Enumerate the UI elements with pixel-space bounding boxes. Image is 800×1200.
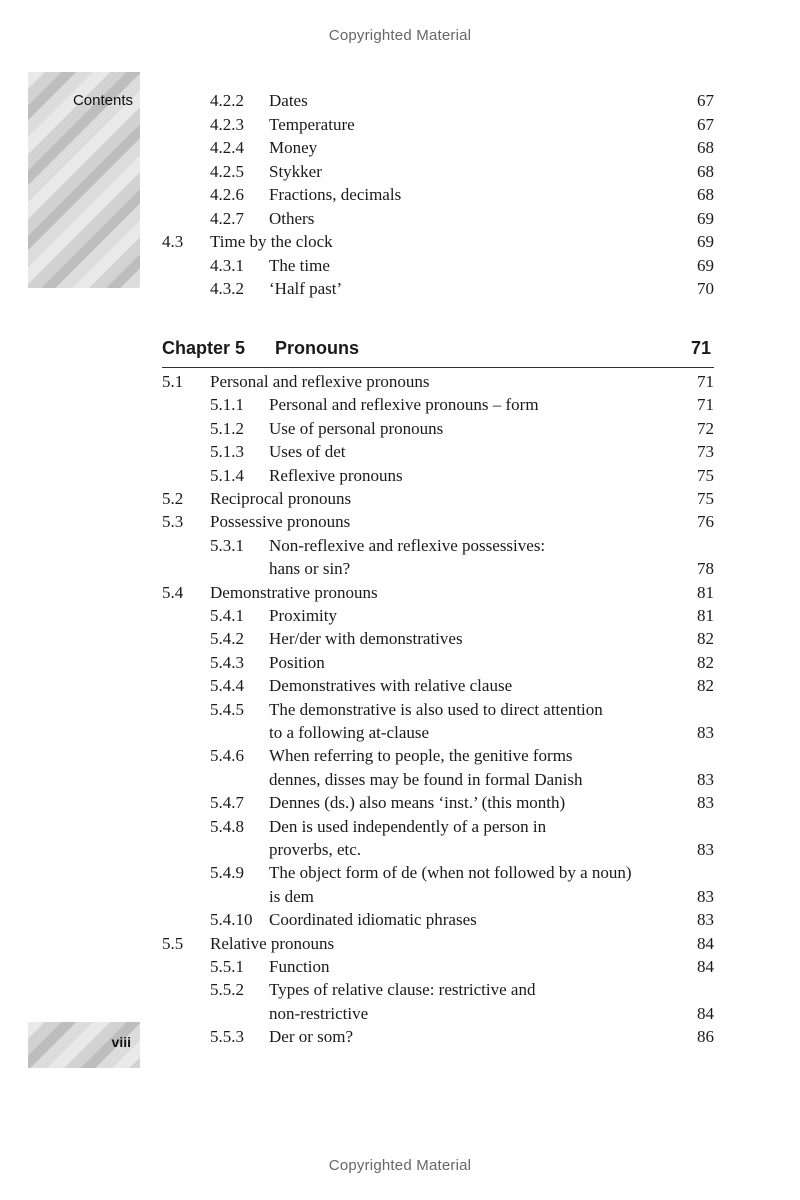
page-number: viii [111,1034,131,1050]
toc-entry-page: 81 [697,582,714,602]
toc-entry[interactable] [0,979,800,1001]
toc-entry[interactable] [0,956,800,978]
toc-entry-number: 4.3 [162,232,184,251]
copyright-footer: Copyrighted Material [328,1157,472,1174]
toc-entry[interactable] [0,114,800,136]
toc-entry-page: 84 [697,1003,714,1023]
toc-entry[interactable] [0,582,800,604]
toc-entry[interactable] [0,699,800,721]
toc-entry-number: 5.5 [162,933,184,953]
toc-entry[interactable] [0,184,800,206]
side-tab-label: Contents [72,92,133,109]
toc-entry-number: 5.4.6 [210,746,244,766]
toc-entry-page: 86 [697,1027,714,1047]
toc-entry-title: Uses of det [269,442,346,462]
toc-entry-title: Position [269,652,325,672]
copyright-header: Copyrighted Material [328,27,472,44]
toc-entry-number: 5.1 [162,372,184,391]
toc-entry-title: Personal and reflexive pronouns – form [269,395,539,415]
toc-entry[interactable] [0,628,800,650]
toc-entry-number: 5.4.2 [210,629,244,649]
toc-entry-number: 4.3.2 [210,279,244,298]
toc-entry[interactable] [0,418,800,440]
toc-entry-page: 75 [697,465,714,485]
toc-entry[interactable] [0,161,800,183]
toc-entry-title: Stykker [269,161,322,181]
toc-entry-number: 5.4.10 [210,910,253,930]
toc-entry[interactable] [0,652,800,674]
toc-entry-continuation[interactable] [0,839,800,861]
toc-entry-continuation[interactable] [0,886,800,908]
toc-entry-page: 83 [697,793,714,813]
toc-entry-title: Use of personal pronouns [269,418,444,438]
toc-entry-title: The demonstrative is also used to direct attention [269,699,603,719]
toc-entry-page: 67 [697,114,714,134]
toc-entry-page: 76 [697,512,714,532]
toc-entry-number: 5.1.1 [210,395,244,415]
toc-entry-number: 5.4 [162,582,184,602]
toc-entry-page: 75 [697,489,714,508]
toc-entry[interactable] [0,675,800,697]
toc-entry-title: is dem [269,886,314,906]
toc-entry-page: 72 [697,418,714,438]
toc-entry-title: Dates [269,91,308,110]
chapter-heading[interactable] [0,336,800,360]
toc-entry-number: 4.2.3 [210,114,244,134]
toc-entry-number: 5.4.1 [210,606,244,625]
toc-entry-page: 70 [697,279,714,298]
toc-entry-page: 68 [697,185,714,204]
toc-entry-title: to a following at-clause [269,723,430,742]
toc-entry-title: Personal and reflexive pronouns [210,372,430,391]
toc-entry-title: Types of relative clause: restrictive and [269,980,536,1000]
toc-entry[interactable] [0,137,800,159]
toc-entry-title: Demonstratives with relative clause [269,676,513,696]
toc-entry-number: 5.4.9 [210,863,244,883]
toc-entry-number: 5.1.2 [210,418,244,438]
chapter-title: Pronouns [275,338,359,358]
toc-entry-page: 78 [697,559,714,579]
toc-entry-title: Her/der with demonstratives [269,629,463,649]
toc-entry-continuation[interactable] [0,769,800,791]
toc-entry-page: 82 [697,676,714,696]
toc-entry-title: Possessive pronouns [210,512,351,532]
toc-entry[interactable] [0,488,800,510]
toc-entry-title: Coordinated idiomatic phrases [269,910,477,930]
page-number-tab [28,1022,140,1068]
toc-entry-title: dennes, disses may be found in formal Danish [269,769,583,789]
toc-entry-page: 69 [697,255,714,275]
toc-entry-continuation[interactable] [0,722,800,744]
toc-entry-page: 71 [697,395,714,415]
toc-entry[interactable] [0,394,800,416]
chapter-divider [162,367,714,368]
toc-entry-page: 83 [697,886,714,906]
toc-entry-number: 4.2.4 [210,138,244,157]
toc-entry-number: 4.3.1 [210,255,244,275]
toc-entry-page: 83 [697,723,714,742]
toc-entry-page: 83 [697,769,714,789]
toc-entry-number: 5.4.8 [210,816,244,836]
toc-entry-number: 5.5.2 [210,980,244,1000]
toc-entry-title: Den is used independently of a person in [269,816,547,836]
toc-entry-number: 5.2 [162,489,184,508]
toc-entry-page: 83 [697,840,714,859]
toc-entry[interactable] [0,933,800,955]
toc-entry-title: The object form of de (when not followed by a noun) [269,863,632,883]
toc-entry-title: Fractions, decimals [269,185,402,204]
toc-entry-page: 81 [697,606,714,625]
toc-entry-title: Der or som? [269,1027,354,1047]
toc-entry[interactable] [0,511,800,533]
toc-entry-title: Others [269,208,315,228]
toc-entry[interactable] [0,255,800,277]
toc-entry-number: 5.5.3 [210,1027,244,1047]
toc-entry[interactable] [0,792,800,814]
toc-entry-page: 83 [697,910,714,930]
toc-entry-title: Reflexive pronouns [269,465,403,485]
toc-entry-number: 5.4.5 [210,699,244,719]
toc-entry-number: 5.4.7 [210,793,244,813]
chapter-label: Chapter 5 [162,338,246,358]
toc-entry[interactable] [0,90,800,112]
toc-entry-continuation[interactable] [0,558,800,580]
toc-entry-title: Demonstrative pronouns [210,582,378,602]
toc-entry[interactable] [0,465,800,487]
toc-entry-page: 68 [697,161,714,181]
toc-entry-page: 68 [697,138,714,157]
toc-entry[interactable] [0,745,800,767]
toc-entry-number: 5.3 [162,512,184,532]
toc-entry-number: 4.2.7 [210,208,244,228]
toc-entry[interactable] [0,278,800,300]
toc-entry-title: hans or sin? [269,559,351,579]
toc-entry[interactable] [0,909,800,931]
toc-entry[interactable] [0,605,800,627]
toc-entry-title: Temperature [269,114,355,134]
toc-entry-number: 5.4.4 [210,676,244,696]
toc-entry-number: 5.1.4 [210,465,244,485]
toc-entry[interactable] [0,816,800,838]
toc-entry[interactable] [0,231,800,253]
toc-entry-title: Reciprocal pronouns [210,489,352,508]
toc-entry-page: 73 [697,442,714,462]
toc-entry-page: 71 [697,372,714,391]
toc-entry-page: 67 [697,91,714,110]
toc-entry-number: 5.3.1 [210,535,244,555]
toc-entry-number: 4.2.5 [210,161,244,181]
toc-entry-title: Function [269,957,330,976]
toc-entry-title: Proximity [269,606,338,625]
toc-entry-page: 84 [697,957,714,976]
toc-entry-number: 4.2.6 [210,185,244,204]
toc-entry-page: 69 [697,232,714,251]
toc-entry-title: Dennes (ds.) also means ‘inst.’ (this month) [269,793,566,813]
toc-entry-number: 5.1.3 [210,442,244,462]
toc-entry[interactable] [0,535,800,557]
toc-entry-page: 82 [697,652,714,672]
toc-entry[interactable] [0,208,800,230]
toc-entry-title: proverbs, etc. [269,840,362,859]
chapter-page-number: 71 [690,338,711,358]
toc-entry-number: 4.2.2 [210,91,244,110]
toc-entry-page: 82 [697,629,714,649]
toc-entry-title: Non-reflexive and reflexive possessives: [269,535,546,555]
toc-entry-title: non-restrictive [269,1003,369,1023]
toc-entry-number: 5.5.1 [210,957,244,976]
toc-entry-title: Relative pronouns [210,933,335,953]
toc-entry-page: 69 [697,208,714,228]
toc-entry-number: 5.4.3 [210,652,244,672]
toc-entry[interactable] [0,441,800,463]
toc-entry-title: Money [269,138,318,157]
toc-entry[interactable] [0,371,800,393]
toc-entry-page: 84 [697,933,714,953]
toc-entry-title: ‘Half past’ [269,279,343,298]
toc-entry-title: When referring to people, the genitive forms [269,746,573,766]
toc-entry-title: Time by the clock [210,232,333,251]
toc-entry-title: The time [269,255,330,275]
toc-entry[interactable] [0,862,800,884]
